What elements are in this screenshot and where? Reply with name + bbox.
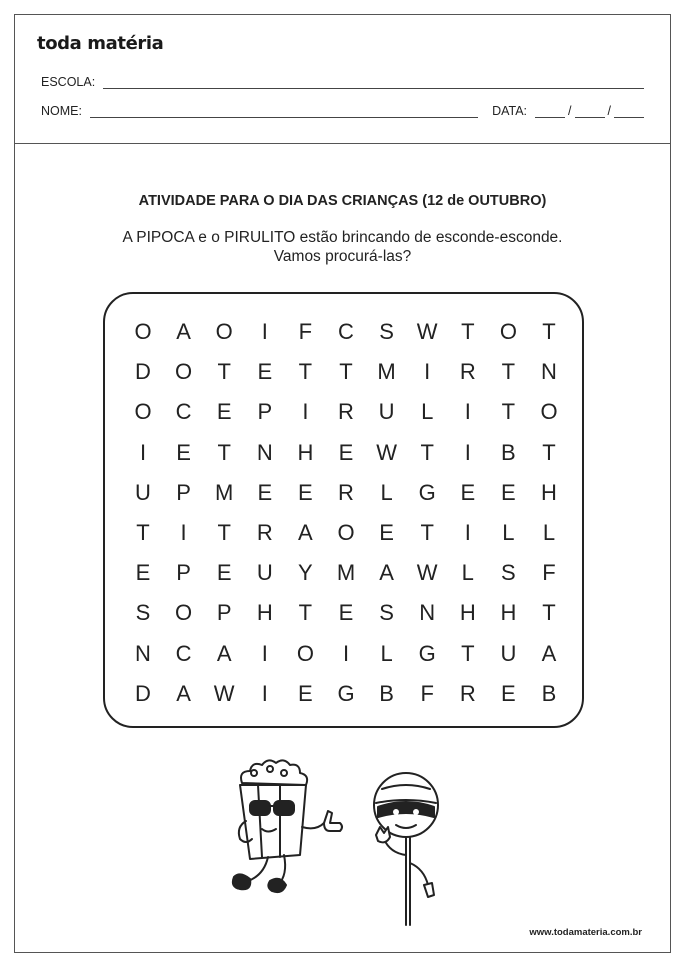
grid-letter: T (461, 640, 475, 666)
grid-letter: H (459, 600, 476, 626)
date-month-line (575, 105, 605, 118)
grid-letter: T (461, 319, 475, 344)
grid-letter: E (216, 399, 232, 425)
date-year-line (614, 105, 644, 118)
grid-letter: L (502, 520, 515, 545)
grid-letter: O (337, 520, 355, 545)
grid-letter: E (135, 560, 151, 586)
grid-letter: O (175, 600, 193, 626)
grid-letter: H (541, 479, 557, 505)
grid-letter: F (298, 319, 313, 344)
grid-letter: F (542, 560, 556, 586)
grid-letter: C (175, 399, 192, 425)
grid-letter: T (136, 520, 150, 545)
grid-letter: T (298, 359, 313, 385)
grid-letter: O (175, 359, 193, 385)
grid-letter: N (256, 439, 273, 465)
grid-letter: R (338, 399, 354, 425)
grid-letter: S (501, 560, 516, 586)
instruction-line: Vamos procurá-las? (273, 248, 412, 265)
grid-letter: E (501, 479, 516, 505)
grid-letter: M (377, 359, 396, 385)
grid-letter: O (215, 319, 233, 344)
grid-letter: E (379, 520, 394, 545)
nome-row (41, 104, 644, 118)
grid-letter: O (499, 319, 517, 344)
grid-letter: H (500, 600, 517, 626)
grid-letter: T (298, 600, 313, 626)
worksheet-header (15, 15, 670, 144)
grid-letter: C (338, 319, 354, 344)
grid-letter: T (217, 359, 231, 385)
grid-letter: I (261, 680, 268, 706)
activity-title: ATIVIDADE PARA O DIA DAS CRIANÇAS (12 de OUTUBRO) (138, 193, 547, 209)
grid-letter: I (464, 520, 471, 545)
grid-letter: A (176, 319, 191, 344)
grid-letter: B (501, 439, 516, 465)
escola-field-line (103, 76, 644, 89)
grid-letter: U (378, 399, 395, 425)
grid-letter: Y (298, 560, 313, 586)
instructions (15, 228, 670, 266)
grid-letter: I (302, 399, 309, 425)
grid-letter: E (216, 560, 232, 586)
grid-letter: L (380, 479, 393, 505)
grid-letter: L (542, 520, 556, 545)
grid-letter: N (135, 640, 151, 666)
grid-letter: E (338, 439, 354, 465)
grid-letter: I (464, 399, 471, 425)
grid-letter: A (541, 640, 557, 666)
worksheet-page (14, 14, 671, 953)
date-separator: / (607, 104, 611, 118)
grid-letter: U (135, 479, 151, 505)
grid-letter: T (542, 319, 556, 344)
grid-letter: C (175, 640, 192, 666)
grid-letter: I (342, 640, 350, 666)
footer-url: www.todamateria.com.br (529, 927, 642, 938)
illustrations (210, 755, 450, 935)
date-separator: / (568, 104, 572, 118)
grid-letter: T (542, 439, 556, 465)
grid-letter: W (416, 319, 438, 344)
grid-letter: G (418, 640, 436, 666)
grid-letter: E (338, 600, 354, 626)
grid-letter: O (296, 640, 314, 666)
grid-letter: W (416, 560, 438, 586)
grid-letter: O (540, 399, 558, 425)
grid-letter: I (180, 520, 187, 545)
grid-letter: N (419, 600, 436, 626)
grid-letter: A (176, 680, 191, 706)
grid-letter: U (500, 640, 517, 666)
grid-letter: I (261, 319, 268, 344)
grid-letter: D (135, 680, 151, 706)
grid-letter: E (460, 479, 476, 505)
grid-letter: B (379, 680, 394, 706)
grid-letter: I (261, 640, 268, 666)
grid-letter: E (176, 439, 191, 465)
grid-letter: L (380, 640, 393, 666)
grid-letter: S (379, 319, 394, 344)
grid-letter: W (213, 680, 235, 706)
word-search-grid (103, 292, 584, 728)
grid-letter: S (379, 600, 394, 626)
grid-letter: M (336, 560, 356, 586)
grid-letter: S (135, 600, 151, 626)
grid-letter: I (424, 359, 431, 385)
data-label: DATA: (492, 104, 528, 118)
grid-letter: L (461, 560, 474, 586)
grid-letter: T (542, 600, 556, 626)
grid-letter: G (337, 680, 355, 706)
grid-letter: T (339, 359, 353, 385)
grid-letter: A (298, 520, 313, 545)
nome-field-line (90, 105, 478, 118)
grid-letter: E (257, 359, 273, 385)
grid-letter: R (256, 520, 273, 545)
grid-letter: I (464, 439, 471, 465)
escola-label: ESCOLA: (41, 75, 96, 89)
grid-letter: P (257, 399, 273, 425)
lollipop-character-icon (374, 773, 438, 925)
grid-letter: P (216, 600, 232, 626)
grid-letter: A (379, 560, 394, 586)
grid-letter: E (298, 479, 313, 505)
grid-letter: E (298, 680, 313, 706)
grid-letter: T (217, 439, 231, 465)
grid-letter: T (420, 439, 434, 465)
grid-letter: E (257, 479, 273, 505)
date-day-line (535, 105, 565, 118)
grid-letter: T (501, 399, 516, 425)
grid-letter: R (459, 680, 476, 706)
date-block (492, 104, 644, 118)
grid-letter: B (541, 680, 557, 706)
instruction-line: A PIPOCA e o PIRULITO estão brincando de esconde-esconde. (122, 229, 563, 246)
grid-letter: W (376, 439, 397, 465)
grid-letter: I (139, 439, 147, 465)
grid-letter: T (420, 520, 434, 545)
grid-letter: P (176, 479, 191, 505)
grid-letter: P (176, 560, 191, 586)
grid-letter: T (501, 359, 516, 385)
grid-letter: U (256, 560, 273, 586)
grid-letter: M (215, 479, 234, 505)
grid-letter: G (418, 479, 436, 505)
grid-letter: R (459, 359, 476, 385)
grid-letter: L (421, 399, 434, 425)
grid-letter: H (297, 439, 314, 465)
grid-letter: A (216, 640, 232, 666)
grid-letter: N (541, 359, 557, 385)
escola-row (41, 75, 644, 89)
grid-letter: O (134, 319, 152, 344)
grid-letter: T (217, 520, 231, 545)
grid-letter: D (135, 359, 151, 385)
grid-letter: F (420, 680, 434, 706)
site-logo: toda matéria (37, 33, 164, 54)
nome-label: NOME: (41, 104, 82, 118)
popcorn-character-icon (233, 760, 342, 892)
grid-letter: H (256, 600, 273, 626)
grid-letter: R (338, 479, 354, 505)
grid-letter: O (134, 399, 152, 425)
grid-letter: E (501, 680, 516, 706)
